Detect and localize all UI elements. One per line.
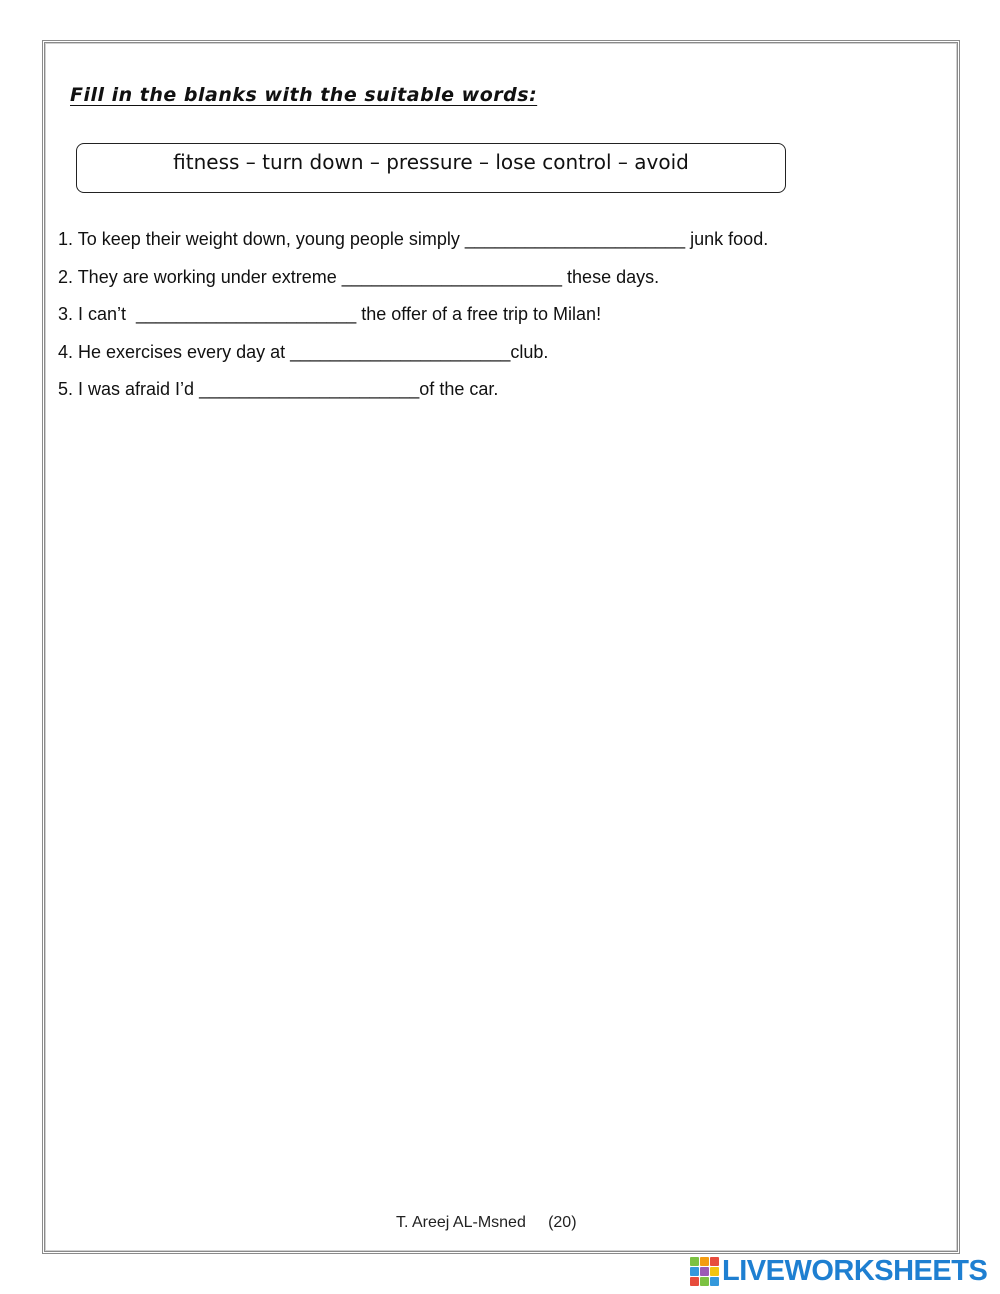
footer-credit: T. Areej AL-Msned (20) (396, 1214, 577, 1231)
instruction-heading: Fill in the blanks with the suitable words: (70, 84, 538, 106)
logo-block (700, 1267, 709, 1276)
logo-block (710, 1277, 719, 1286)
question-2: 2. They are working under extreme ______________________ these days. (58, 266, 660, 287)
question-1: 1. To keep their weight down, young people simply ______________________ junk food. (58, 229, 769, 249)
logo-block (690, 1257, 699, 1266)
logo-block (690, 1267, 699, 1276)
page-border (42, 40, 960, 1254)
logo-block (710, 1267, 719, 1276)
question-3: 3. I can’t ______________________ the offer of a free trip to Milan! (58, 304, 602, 324)
logo-block (710, 1257, 719, 1266)
word-bank-box (76, 143, 786, 193)
logo-block (700, 1257, 709, 1266)
logo-block (690, 1277, 699, 1286)
word-bank-text: fitness – turn down – pressure – lose control – avoid (173, 150, 689, 174)
question-5: 5. I was afraid I’d ______________________of the car. (58, 379, 499, 399)
logo-block (700, 1277, 709, 1286)
liveworksheets-logo[interactable] (690, 1256, 987, 1286)
logo-text: LIVEWORKSHEETS (722, 1255, 988, 1287)
question-4: 4. He exercises every day at ______________________club. (58, 341, 549, 362)
question-list (58, 229, 768, 417)
colored-blocks-icon (690, 1257, 719, 1286)
